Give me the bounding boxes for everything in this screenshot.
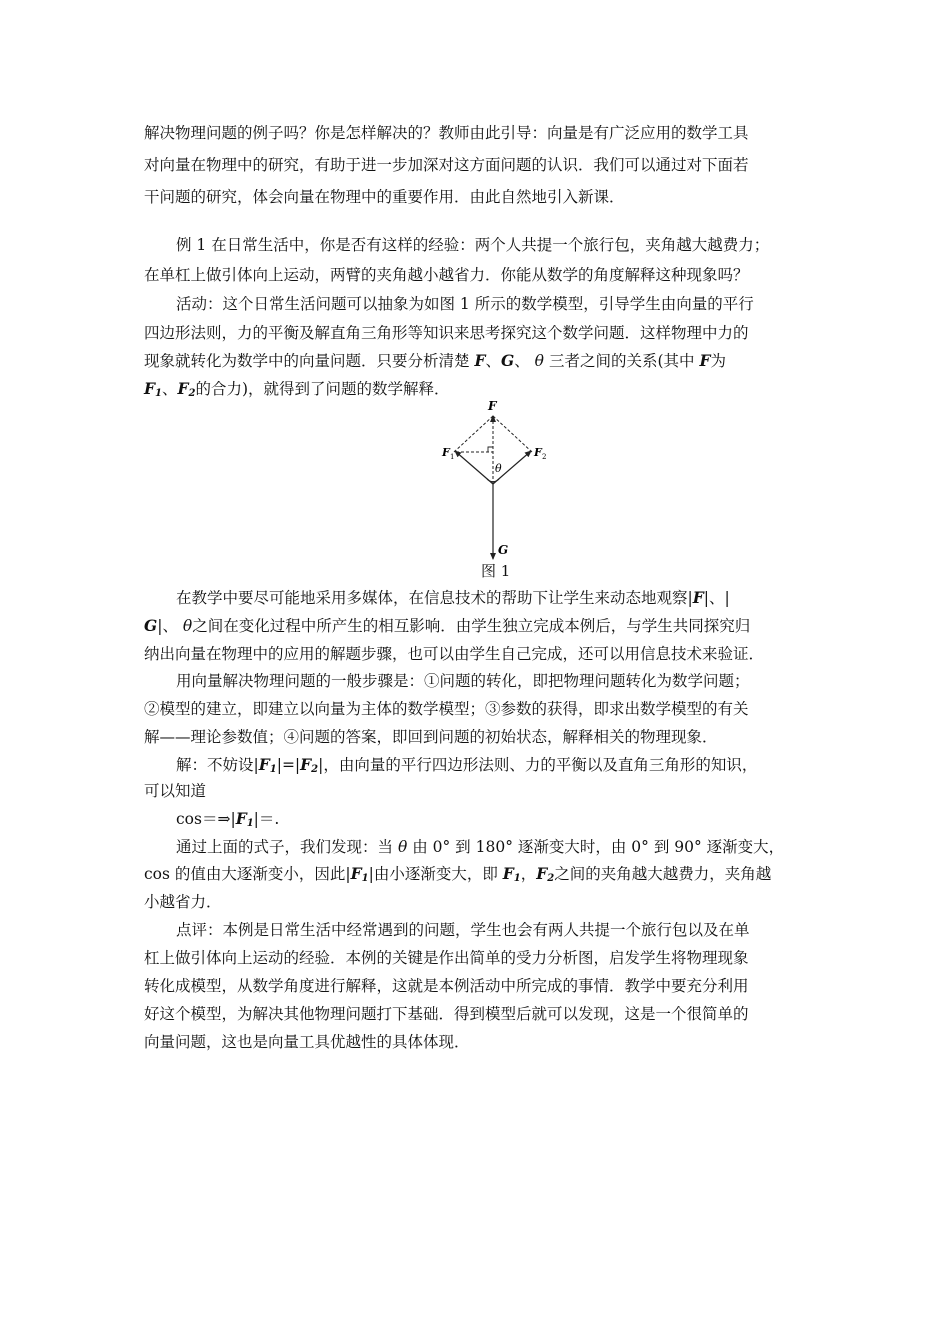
media-text-a: 在教学中要尽可能地采用多媒体，在信息技术的帮助下让学生来动态地观察| bbox=[176, 589, 693, 607]
label-F1: F bbox=[442, 446, 450, 459]
right-angle-mark bbox=[488, 447, 493, 452]
equation-text-a: cos＝⇒| bbox=[176, 810, 236, 828]
solution-line-1 bbox=[176, 754, 757, 781]
label-G: G bbox=[498, 543, 509, 557]
discovery-text-d: |由小逐渐变大，即 bbox=[368, 865, 503, 883]
solution-text-a: 解：不妨设| bbox=[176, 756, 259, 774]
example-line-2: 在单杠上做引体向上运动，两臂的夹角越小越省力．你能从数学的角度解释这种现象吗？ bbox=[144, 266, 749, 284]
media-line-3: 纳出向量在物理中的应用的解题步骤，也可以由学生自己完成，还可以用信息技术来验证． bbox=[144, 645, 765, 663]
label-theta: θ bbox=[495, 462, 502, 475]
activity-line-3 bbox=[144, 350, 726, 372]
symbol-F2: F bbox=[177, 379, 189, 398]
discovery-text-b: 由 0° 到 180° 逐渐变大时，由 0° 到 90° 逐渐变大， bbox=[412, 838, 785, 856]
discovery-line-2 bbox=[144, 863, 771, 890]
label-F2-sub: 2 bbox=[542, 453, 547, 461]
activity-text-a: 现象就转化为数学中的向量问题．只要分析清楚 bbox=[144, 352, 475, 370]
symbol-theta: θ bbox=[182, 617, 193, 635]
media-text-b: |、| bbox=[703, 589, 730, 607]
comment-line-4: 好这个模型，为解决其他物理问题打下基础．得到模型后就可以发现，这是一个很简单的 bbox=[144, 1005, 749, 1023]
subscript-1: 1 bbox=[246, 818, 254, 829]
discovery-text-a: 通过上面的式子，我们发现：当 bbox=[176, 838, 398, 856]
solution-text-c: |，由向量的平行四边形法则、力的平衡以及直角三角形的知识， bbox=[318, 756, 758, 774]
steps-line-3: 解——理论参数值；④问题的答案，即回到问题的初始状态，解释相关的物理现象． bbox=[144, 728, 718, 746]
activity-text-c: 为 bbox=[710, 352, 726, 370]
example-line-1: 例 1 在日常生活中，你是否有这样的经验：两个人共提一个旅行包，夹角越大越费力； bbox=[176, 236, 770, 254]
media-line-1 bbox=[176, 587, 730, 609]
force-diagram bbox=[438, 394, 548, 566]
solution-line-2: 可以知道 bbox=[144, 782, 207, 800]
activity-line-4 bbox=[144, 378, 450, 405]
angle-arc bbox=[487, 479, 499, 482]
activity-line-1: 活动：这个日常生活问题可以抽象为如图 1 所示的数学模型，引导学生由向量的平行 bbox=[176, 295, 754, 313]
symbol-F1: F bbox=[235, 809, 247, 828]
symbol-F: F bbox=[474, 351, 486, 370]
steps-line-1: 用向量解决物理问题的一般步骤是：①问题的转化，即把物理问题转化为数学问题； bbox=[176, 672, 750, 690]
symbol-F2: F bbox=[536, 864, 548, 883]
subscript-1: 1 bbox=[513, 873, 521, 884]
intro-line-3: 干问题的研究，体会向量在物理中的重要作用．由此自然地引入新课． bbox=[144, 188, 625, 206]
subscript-1: 1 bbox=[269, 764, 277, 775]
solution-text-b: |=| bbox=[276, 756, 301, 774]
equation-text-b: |＝. bbox=[253, 810, 280, 828]
symbol-F1: F bbox=[502, 864, 514, 883]
discovery-line-1 bbox=[176, 836, 784, 858]
discovery-text-e: 之间的夹角越大越费力，夹角越 bbox=[554, 865, 772, 883]
symbol-G: G bbox=[144, 616, 158, 635]
label-F1-sub: 1 bbox=[450, 453, 455, 461]
subscript-2: 2 bbox=[547, 873, 555, 884]
symbol-theta: θ bbox=[397, 838, 408, 856]
equation-line bbox=[176, 808, 279, 835]
media-line-2 bbox=[144, 615, 750, 637]
media-text-d: 之间在变化过程中所产生的相互影响．由学生独立完成本例后，与学生共同探究归 bbox=[192, 617, 751, 635]
symbol-F: F bbox=[699, 351, 711, 370]
subscript-1: 1 bbox=[155, 388, 162, 399]
symbol-G: G bbox=[500, 351, 515, 370]
sep: 、 bbox=[485, 352, 501, 370]
discovery-line-3: 小越省力． bbox=[144, 893, 222, 911]
activity-line-2: 四边形法则，力的平衡及解直角三角形等知识来思考探究这个数学问题．这样物理中力的 bbox=[144, 324, 749, 342]
comment-line-3: 转化成模型，从数学角度进行解释，这就是本例活动中所完成的事情．教学中要充分利用 bbox=[144, 977, 749, 995]
sep: 、 bbox=[161, 380, 178, 398]
label-F: F bbox=[488, 399, 497, 413]
symbol-F1: F bbox=[350, 864, 362, 883]
symbol-F2: F bbox=[300, 755, 312, 774]
sep: 、 bbox=[514, 352, 530, 370]
subscript-2: 2 bbox=[311, 764, 319, 775]
symbol-theta: θ bbox=[534, 352, 545, 370]
comment-line-5: 向量问题，这也是向量工具优越性的具体体现． bbox=[144, 1033, 470, 1051]
activity-text-b: 三者之间的关系(其中 bbox=[548, 352, 700, 370]
symbol-F1: F bbox=[144, 379, 156, 398]
symbol-F: F bbox=[692, 588, 704, 607]
parallelogram-side-left bbox=[454, 416, 493, 452]
steps-line-2: ②模型的建立，即建立以向量为主体的数学模型；③参数的获得，即求出数学模型的有关 bbox=[144, 700, 749, 718]
comment-line-2: 杠上做引体向上运动的经验．本例的关键是作出简单的受力分析图，启发学生将物理现象 bbox=[144, 949, 749, 967]
discovery-text-c: cos 的值由大逐渐变小，因此| bbox=[144, 865, 351, 883]
label-F2: F bbox=[534, 446, 542, 459]
parallelogram-side-right bbox=[493, 416, 532, 452]
symbol-F1: F bbox=[258, 755, 270, 774]
intro-line-2: 对向量在物理中的研究，有助于进一步加深对这方面问题的认识．我们可以通过对下面若 bbox=[144, 156, 749, 174]
intro-line-1: 解决物理问题的例子吗？你是怎样解决的？教师由此引导：向量是有广泛应用的数学工具 bbox=[144, 124, 749, 142]
activity-text-d: 的合力)，就得到了问题的数学解释． bbox=[195, 380, 450, 398]
media-text-c: |、 bbox=[157, 617, 178, 635]
figure-caption: 图 1 bbox=[481, 562, 511, 580]
subscript-1: 1 bbox=[361, 873, 369, 884]
comment-line-1: 点评：本例是日常生活中经常遇到的问题，学生也会有两人共提一个旅行包以及在单 bbox=[176, 921, 750, 939]
subscript-2: 2 bbox=[188, 388, 196, 399]
comma: ， bbox=[520, 865, 537, 883]
